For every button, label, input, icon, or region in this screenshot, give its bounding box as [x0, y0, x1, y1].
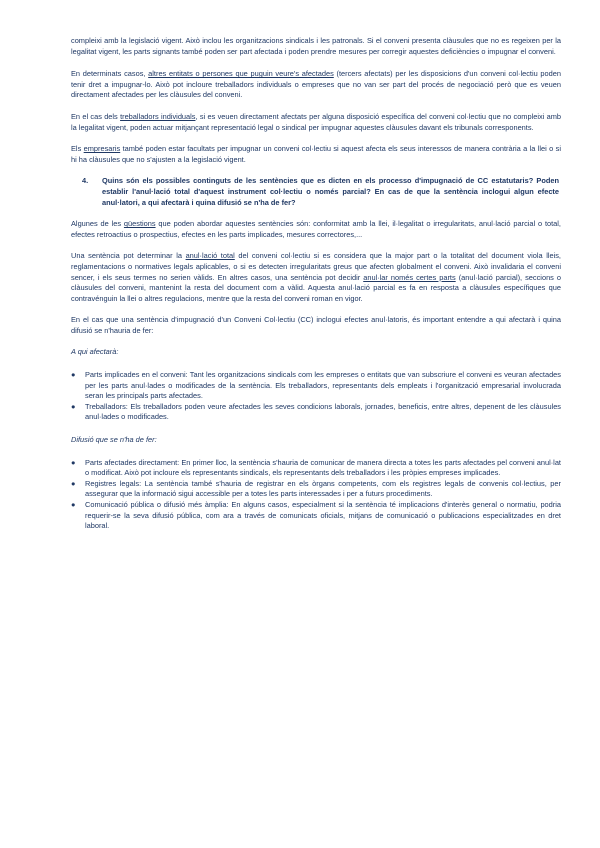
- list-dissemination: [71, 458, 561, 532]
- underlined-text: treballadors individuals: [120, 111, 196, 121]
- text-run: que poden abordar aquestes sentències són: conformitat amb la llei, il·legalitat o irregularitats, anul·lació parcial o total, efectes retroactius o prospectius, efectes en les parts implicades, mesures correctores,...: [71, 219, 561, 239]
- paragraph-third-parties: [71, 69, 561, 101]
- list-item-text: Parts afectades directament: En primer lloc, la sentència s'hauria de comunicar de manera directa a totes les parts afectades pel conveni anul·lat o modificat. Això pot incloure els representants sindicals, els representants dels treballadors i les pròpies empreses implicades.: [85, 457, 561, 478]
- question-number: 4.: [82, 176, 89, 186]
- list-who-affected: [71, 370, 561, 423]
- paragraph-legislation: compleixi amb la legislació vigent. Això inclou les organitzacions sindicals i les patronals. Si el conveni presenta clàusules que no es regeixen per la legalitat vigent, les parts signants també poden ser part afectada i poden prendre mesures per corregir aquestes deficiències o impugnar el conveni.: [71, 36, 561, 56]
- heading-who-affected: A qui afectarà:: [71, 347, 119, 357]
- text-run: Una sentència pot determinar la: [71, 251, 186, 261]
- text-run: En el cas dels: [71, 111, 121, 121]
- list-item: [71, 458, 561, 479]
- text-run: també poden estar facultats per impugnar un conveni col·lectiu si aquest afecta els seus interessos de manera contrària a la llei o si hi ha clàusules que no s'ajusten a la legislació vigent.: [71, 144, 562, 164]
- text-run: (tercers afectats) per les disposicions d'un conveni col·lectiu poden tenir dret a impugnar-lo. Això pot incloure treballadors individuals o empreses que no van ser part del procés de negociació però que es veuen directament afectades per les clàusules del conveni.: [71, 69, 561, 100]
- bullet-icon: ●: [71, 478, 76, 488]
- underlined-text: anul·lació total: [185, 251, 235, 261]
- text-run: , si es veuen directament afectats per alguna disposició específica del conveni col·lectiu que no compleixi amb la legalitat vigent, poden actuar mitjançant representació legal o sindical per impugnar aquestes clàusules davant els tribunals corresponents.: [71, 111, 561, 132]
- underlined-text: anul·lar només certes parts: [363, 272, 456, 282]
- text-run: Algunes de les: [71, 219, 124, 229]
- heading-dissemination: Difusió que se n'ha de fer:: [71, 435, 157, 445]
- paragraph-issues: [71, 219, 561, 240]
- bullet-icon: ●: [71, 370, 76, 380]
- text-run: En determinats casos,: [71, 69, 149, 79]
- list-item: [71, 500, 561, 532]
- text-run: del conveni col·lectiu si es considera que la major part o la totalitat del document viola lleis, reglamentacions o normatives legals aplicables, o si es detecten irregularitats greus que afecten globalment el conveni. Això invalidaria el conveni sencer, i els seus termes no serien vàlids. En altres casos, una sentència pot decidir: [71, 251, 561, 282]
- document-page: [71, 36, 561, 544]
- bullet-icon: ●: [71, 457, 76, 467]
- list-item-text: Comunicació pública o difusió més àmplia: En alguns casos, especialment si la sentència té implicacions d'interès general o normatiu, podria requerir-se la seva difusió pública, com ara a través de comunicats oficials, mitjans de comunicació o publicacions especialitzades en dret laboral.: [85, 500, 561, 531]
- text-run: Els: [71, 144, 84, 154]
- paragraph-effects-intro: En el cas que una sentència d'impugnació d'un Conveni Col·lectiu (CC) inclogui efectes anul·latoris, és important entendre a qui afectarà i quina difusió se n'hauria de fer:: [71, 315, 561, 335]
- underlined-text: qüestions: [123, 219, 156, 229]
- list-item: [71, 479, 561, 500]
- underlined-text: empresaris: [83, 144, 121, 154]
- paragraph-individual-workers: [71, 112, 561, 133]
- paragraph-employers: [71, 144, 561, 165]
- list-item-text: Registres legals: La sentència també s'hauria de registrar en els òrgans competents, com els registres legals de convenis col·lectius, per assegurar que la informació sigui accessible per a totes les parts interessades i per a futurs procediments.: [85, 478, 561, 499]
- question-block: [71, 176, 561, 208]
- list-item-text: Parts implicades en el conveni: Tant les organitzacions sindicals com les empreses o entitats que van subscriure el conveni es veuran afectades per les parts anul·lades o modificades de la sentència. Els treballadors, representants dels empleats i l'organització empresarial involucrada seran les principals parts afectades.: [85, 370, 561, 401]
- paragraph-annulment: [71, 251, 561, 304]
- underlined-text: altres entitats o persones que puguin veure's afectades: [148, 69, 334, 79]
- list-item-text: Treballadors: Els treballadors poden veure afectades les seves condicions laborals, jornades, beneficis, entre altres, depenent de les clàusules anul·lades o modificades.: [85, 401, 561, 422]
- bullet-icon: ●: [71, 401, 76, 411]
- list-item: [71, 402, 561, 423]
- list-item: [71, 370, 561, 402]
- question-text: Quins són els possibles continguts de les sentències que es dicten en els processo d'impugnació de CC estatutaris? Poden establir l'anul·lació total d'aquest instrument col·lectiu o només parcial? En cas de que la sentència inclogui algun efecte anul·latori, a qui afectarà i quina difusió se n'ha de fer?: [102, 176, 559, 207]
- bullet-icon: ●: [71, 500, 76, 509]
- text-run: (anul·lació parcial), seccions o clàusules del conveni, mantenint la resta del document com a vàlid. Aquesta anul·lació parcial es fa en resposta a clàusules específiques que contravénguin la llei o altres regulacions, mentre que la resta del conveni roman en vigor.: [71, 272, 562, 303]
